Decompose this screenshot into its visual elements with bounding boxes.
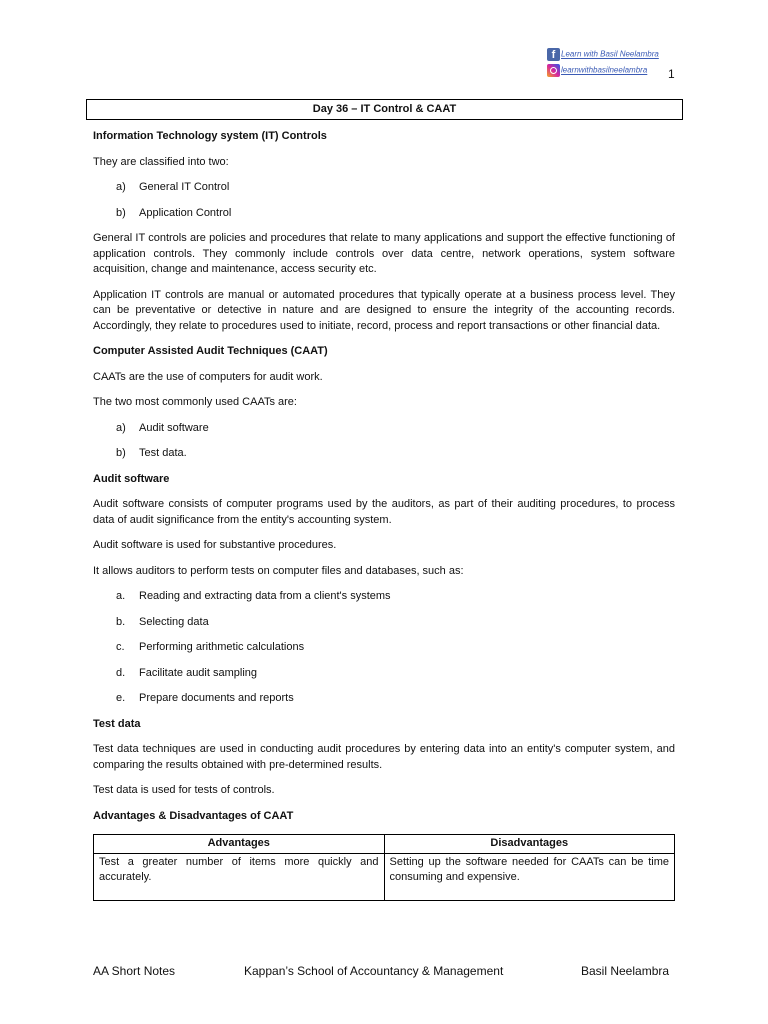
list-marker: a) [116, 181, 126, 193]
test-data-use: Test data is used for tests of controls. [93, 784, 275, 796]
general-it-paragraph: General IT controls are policies and procedures that relate to many applications and support the effective functioning of application controls. They commonly include controls over data centre, network operations, system software acquisition, change and maintenance, access security etc. [93, 232, 675, 275]
caat-intro: The two most commonly used CAATs are: [93, 396, 297, 408]
list-item-text: Audit software [139, 421, 209, 434]
list-marker: b. [116, 615, 126, 628]
footer-center: Kappan’s School of Accountancy & Management [244, 964, 504, 978]
list-marker: b) [116, 206, 126, 219]
facebook-link[interactable] [547, 48, 659, 61]
instagram-icon [547, 64, 560, 77]
list-marker: e. [116, 692, 126, 704]
list-item [93, 615, 675, 631]
audit-software-heading: Audit software [93, 472, 170, 485]
list-item-text: Test data. [139, 447, 187, 459]
audit-software-use: Audit software is used for substantive procedures. [93, 539, 337, 551]
advantages-heading: Advantages & Disadvantages of CAAT [93, 809, 294, 822]
list-marker: b) [116, 447, 126, 459]
advantages-table [93, 834, 675, 901]
table-cell: Test a greater number of items more quickly and accurately. [94, 853, 385, 900]
page-title: Day 36 – IT Control & CAAT [86, 99, 683, 120]
list-item [93, 206, 675, 222]
page-number: 1 [668, 67, 675, 81]
classified-intro: They are classified into two: [93, 155, 229, 168]
list-marker: a. [116, 590, 126, 602]
list-item-text: Application Control [139, 206, 232, 219]
list-marker: a) [116, 421, 126, 434]
list-item-text: Selecting data [139, 615, 209, 628]
caat-definition: CAATs are the use of computers for audit work. [93, 370, 323, 383]
table-cell: Setting up the software needed for CAATs can be time consuming and expensive. [384, 853, 675, 900]
facebook-icon: f [547, 48, 560, 61]
document-body [93, 129, 675, 901]
list-marker: c. [116, 641, 125, 653]
table-header-advantages: Advantages [94, 835, 385, 854]
it-types-list [93, 180, 675, 221]
caat-heading: Computer Assisted Audit Techniques (CAAT) [93, 345, 328, 357]
footer-left: AA Short Notes [93, 964, 176, 978]
audit-software-paragraph: Audit software consists of computer programs used by the auditors, as part of their auditing procedures, to process data of audit significance from the entity's accounting system. [93, 498, 675, 526]
list-item-text: Facilitate audit sampling [139, 666, 258, 679]
list-item-text: Prepare documents and reports [139, 692, 294, 704]
application-it-paragraph: Application IT controls are manual or automated procedures that typically operate at a business process level. They can be preventative or detective in nature and are designed to ensure the integrity of the accounting records. Accordingly, they relate to procedures used to initiate, record, process and report transactions or other financial data. [93, 288, 675, 332]
list-item-text: Performing arithmetic calculations [139, 641, 305, 653]
list-item [93, 421, 675, 437]
test-data-heading: Test data [93, 717, 141, 730]
list-item [93, 446, 675, 462]
table-header-disadvantages: Disadvantages [384, 835, 675, 854]
caat-types-list [93, 421, 675, 462]
table-row [94, 853, 675, 900]
list-item-text: Reading and extracting data from a client's systems [139, 590, 391, 602]
table-header-row [94, 835, 675, 854]
list-item [93, 640, 675, 656]
audit-software-intro: It allows auditors to perform tests on computer files and databases, such as: [93, 564, 464, 577]
list-marker: d. [116, 666, 126, 679]
list-item [93, 666, 675, 682]
test-data-paragraph: Test data techniques are used in conducting audit procedures by entering data into an entity's computer system, and comparing the results obtained with pre-determined results. [93, 743, 675, 771]
facebook-link-text[interactable]: Learn with Basil Neelambra [561, 49, 659, 59]
list-item-text: General IT Control [139, 181, 230, 193]
list-item [93, 180, 675, 196]
instagram-link-text[interactable]: learnwithbasilneelambra [561, 65, 648, 75]
list-item [93, 691, 675, 707]
instagram-link[interactable] [547, 64, 647, 77]
list-item [93, 589, 675, 605]
footer-right: Basil Neelambra [581, 964, 670, 978]
it-controls-heading: Information Technology system (IT) Controls [93, 130, 327, 142]
audit-software-tests-list [93, 589, 675, 707]
